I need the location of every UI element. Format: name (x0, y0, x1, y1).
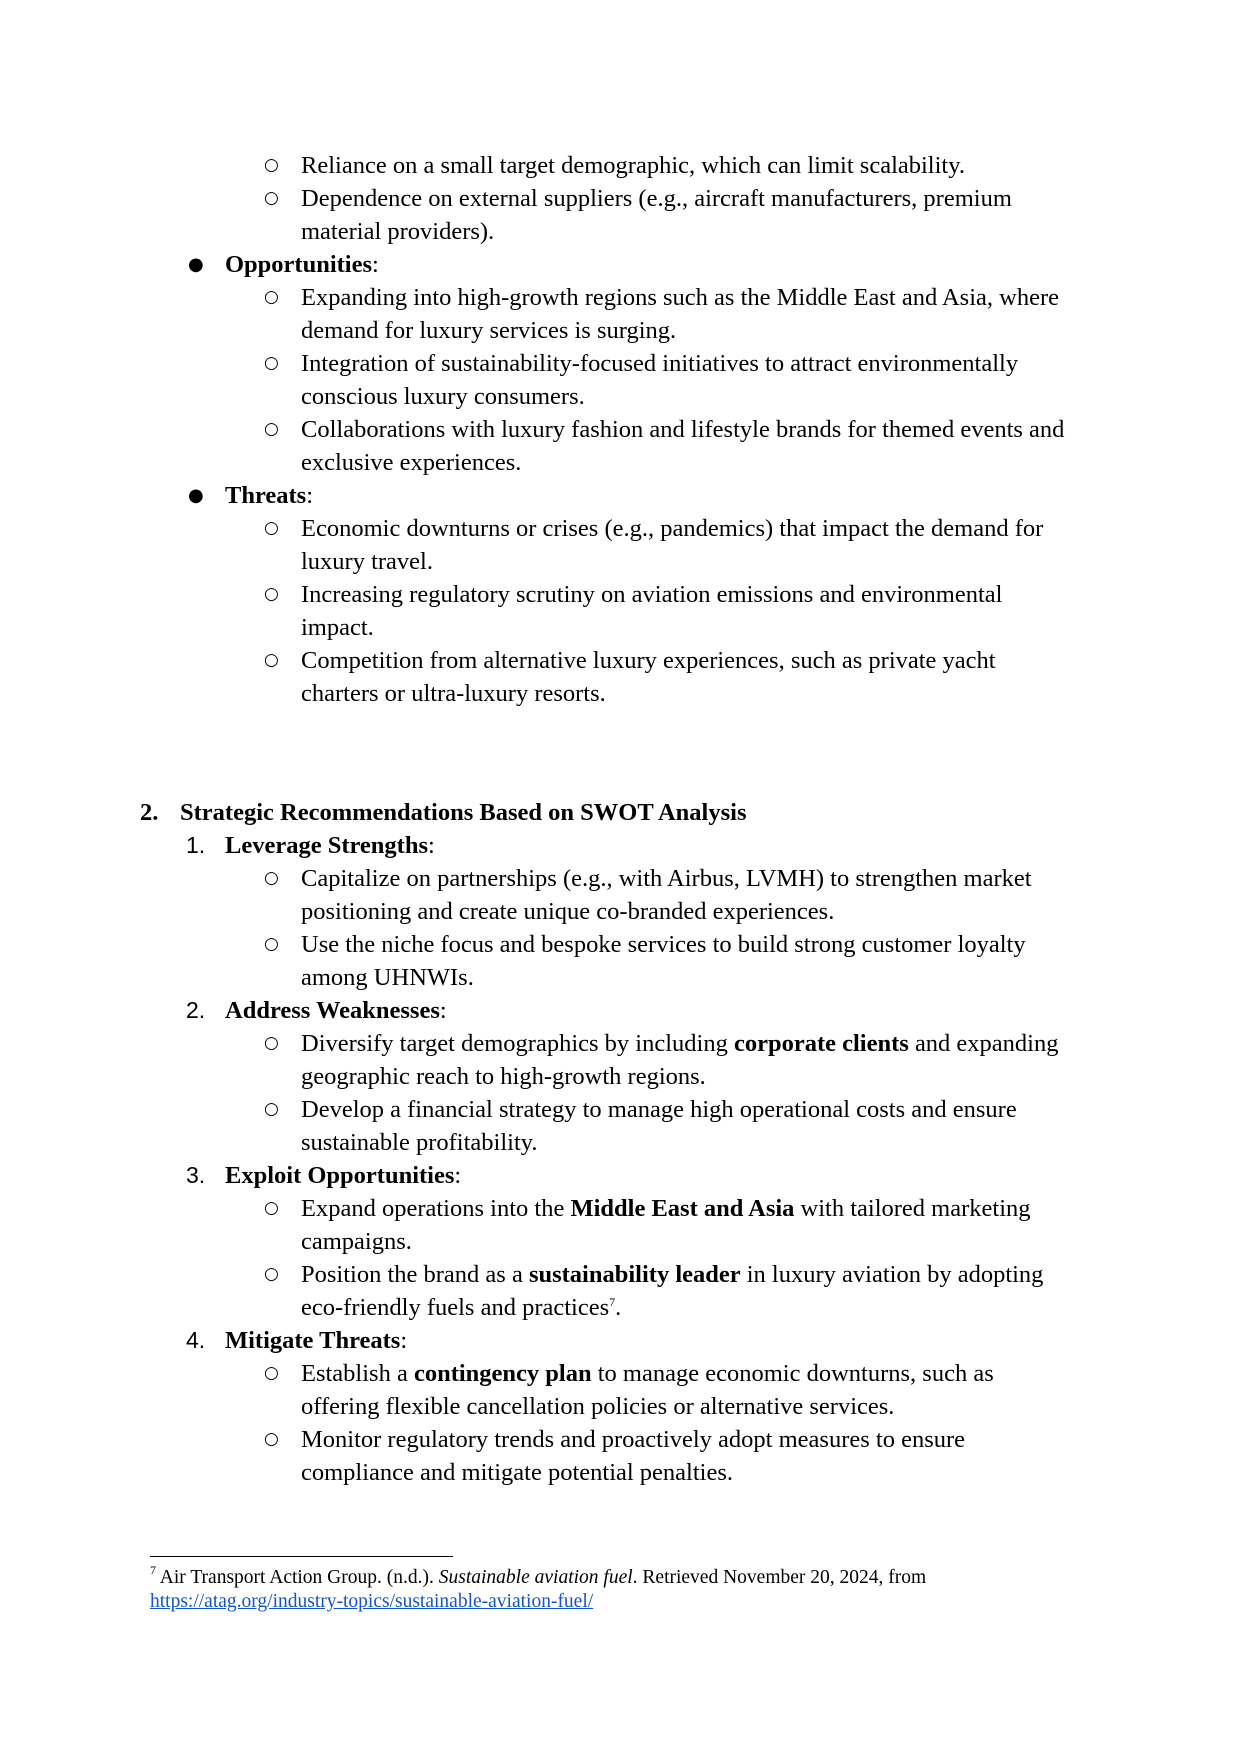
footnote-ref[interactable]: 7 (609, 1295, 616, 1309)
list-item-line: impact. (301, 614, 374, 641)
circle-bullet-icon: ○ (264, 419, 279, 439)
circle-bullet-icon: ○ (264, 1099, 279, 1119)
section-number: 2. (140, 799, 159, 826)
circle-bullet-icon: ○ (264, 934, 279, 954)
list-item-line: sustainable profitability. (301, 1129, 538, 1156)
list-item-line: Dependence on external suppliers (e.g., aircraft manufacturers, premium (301, 185, 1012, 212)
list-item-line: geographic reach to high-growth regions. (301, 1063, 706, 1090)
list-item-line: compliance and mitigate potential penalties. (301, 1459, 734, 1486)
list-item-line: Collaborations with luxury fashion and lifestyle brands for themed events and (301, 416, 1065, 443)
list-item-line: Economic downturns or crises (e.g., pandemics) that impact the demand for (301, 515, 1044, 542)
list-item-line: charters or ultra-luxury resorts. (301, 680, 606, 707)
group-heading: Mitigate Threats: (225, 1327, 408, 1354)
list-item-line: Expand operations into the Middle East and Asia with tailored marketing (301, 1195, 1031, 1222)
list-item-line: Competition from alternative luxury experiences, such as private yacht (301, 647, 996, 674)
circle-bullet-icon: ○ (264, 868, 279, 888)
list-number: 3. (186, 1162, 206, 1188)
list-item-line: Develop a financial strategy to manage high operational costs and ensure (301, 1096, 1017, 1123)
circle-bullet-icon: ○ (264, 353, 279, 373)
footnote-link[interactable]: https://atag.org/industry-topics/sustainable-aviation-fuel/ (150, 1591, 594, 1612)
circle-bullet-icon: ○ (264, 1033, 279, 1053)
list-number: 2. (186, 997, 206, 1023)
list-item-line: Use the niche focus and bespoke services to build strong customer loyalty (301, 931, 1026, 958)
footnote-text: $^7$ Air Transport Action Group. (n.d.). Sustainable aviation fuel. Retrieved November 20, 2024, from (150, 1563, 927, 1588)
list-item-line: material providers). (301, 218, 495, 245)
list-item-line: Capitalize on partnerships (e.g., with Airbus, LVMH) to strengthen market (301, 865, 1032, 892)
circle-bullet-icon: ○ (264, 1363, 279, 1383)
list-item-line: Integration of sustainability-focused initiatives to attract environmentally (301, 350, 1019, 377)
circle-bullet-icon: ○ (264, 584, 279, 604)
list-item-line: exclusive experiences. (301, 449, 522, 476)
section-heading: Strategic Recommendations Based on SWOT Analysis (180, 799, 747, 826)
circle-bullet-icon: ○ (264, 1264, 279, 1284)
group-heading: Address Weaknesses: (225, 997, 447, 1024)
list-item: Reliance on a small target demographic, which can limit scalability. (301, 152, 966, 179)
list-item-line: conscious luxury consumers. (301, 383, 585, 410)
circle-bullet-icon: ○ (264, 155, 279, 175)
list-item-line: eco-friendly fuels and practices$^7$. (301, 1294, 622, 1321)
footnote-divider (150, 1556, 453, 1557)
circle-bullet-icon: ○ (264, 188, 279, 208)
circle-bullet-icon: ○ (264, 287, 279, 307)
list-item-line: Position the brand as a sustainability leader in luxury aviation by adopting (301, 1261, 1044, 1288)
list-item-line: positioning and create unique co-branded experiences. (301, 898, 835, 925)
list-item-line: luxury travel. (301, 548, 433, 575)
disc-bullet-icon: ● (188, 254, 204, 275)
group-heading: Leverage Strengths: (225, 832, 435, 859)
group-heading: Exploit Opportunities: (225, 1162, 462, 1189)
list-item-line: Establish a contingency plan to manage economic downturns, such as (301, 1360, 994, 1387)
list-item-line: Expanding into high-growth regions such as the Middle East and Asia, where (301, 284, 1059, 311)
circle-bullet-icon: ○ (264, 650, 279, 670)
disc-bullet-icon: ● (188, 485, 204, 506)
list-item-line: Diversify target demographics by including corporate clients and expanding (301, 1030, 1059, 1057)
circle-bullet-icon: ○ (264, 518, 279, 538)
list-number: 4. (186, 1327, 206, 1353)
circle-bullet-icon: ○ (264, 1429, 279, 1449)
opportunities-heading: Opportunities: (225, 251, 379, 278)
list-item-line: Monitor regulatory trends and proactively adopt measures to ensure (301, 1426, 966, 1453)
list-item-line: campaigns. (301, 1228, 412, 1255)
list-item-line: demand for luxury services is surging. (301, 317, 677, 344)
circle-bullet-icon: ○ (264, 1198, 279, 1218)
list-item-line: Increasing regulatory scrutiny on aviation emissions and environmental (301, 581, 1003, 608)
list-number: 1. (186, 832, 206, 858)
list-item-line: among UHNWIs. (301, 964, 474, 991)
list-item-line: offering flexible cancellation policies or alternative services. (301, 1393, 895, 1420)
threats-heading: Threats: (225, 482, 314, 509)
